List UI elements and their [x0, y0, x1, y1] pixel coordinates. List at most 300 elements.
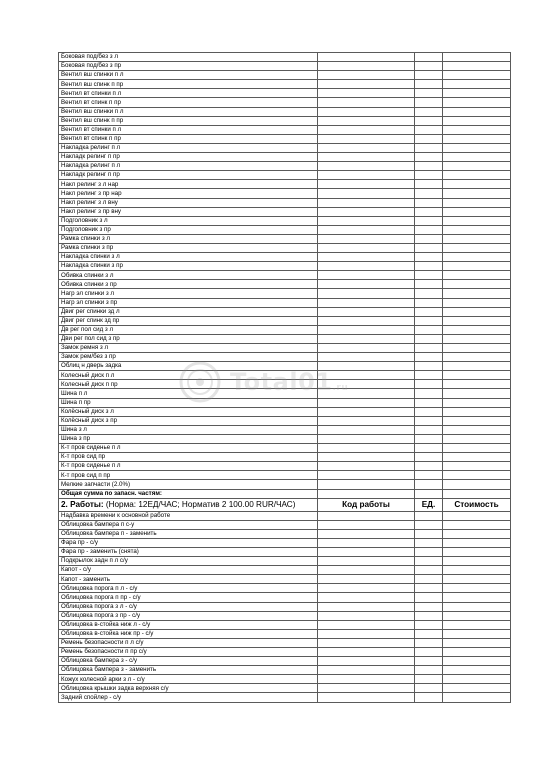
- parts-row: [59, 234, 511, 243]
- parts-row: [59, 280, 511, 289]
- works-name-cell: Задний спойлер - с/у: [59, 693, 318, 702]
- works-cost-cell: [443, 529, 511, 538]
- parts-name-cell: Нагр эл спинки з пр: [59, 298, 318, 307]
- parts-row: [59, 416, 511, 425]
- parts-unit-cell: [415, 389, 443, 398]
- parts-code-cell: [318, 480, 415, 489]
- parts-unit-cell: [415, 180, 443, 189]
- parts-name-cell: Колёсный диск з пр: [59, 416, 318, 425]
- parts-cost-cell: [443, 107, 511, 116]
- parts-code-cell: [318, 407, 415, 416]
- parts-row: [59, 171, 511, 180]
- parts-name-cell: Обивка спинки з пр: [59, 280, 318, 289]
- works-row: [59, 566, 511, 575]
- parts-name-cell: Накл релинг з л нар: [59, 180, 318, 189]
- parts-code-cell: [318, 80, 415, 89]
- works-name-cell: Облицовка бампера з - с/у: [59, 657, 318, 666]
- works-cost-cell: [443, 620, 511, 629]
- parts-name-cell: Мелкие запчасти (2.0%): [59, 480, 318, 489]
- works-code-cell: [318, 620, 415, 629]
- parts-unit-cell: [415, 262, 443, 271]
- parts-unit-cell: [415, 380, 443, 389]
- parts-name-cell: Вентил вт спинк п пр: [59, 98, 318, 107]
- works-code-cell: [318, 629, 415, 638]
- works-name-cell: Облицовка порога п пр - с/у: [59, 593, 318, 602]
- parts-name-cell: К-т пров сиденье п л: [59, 462, 318, 471]
- works-code-cell: [318, 602, 415, 611]
- parts-cost-cell: [443, 198, 511, 207]
- works-cost-cell: [443, 575, 511, 584]
- parts-row: [59, 344, 511, 353]
- parts-unit-cell: [415, 307, 443, 316]
- works-cost-cell: [443, 566, 511, 575]
- parts-row: [59, 116, 511, 125]
- works-code-cell: [318, 611, 415, 620]
- parts-unit-cell: [415, 71, 443, 80]
- works-cost-cell: [443, 520, 511, 529]
- works-cost-cell: [443, 511, 511, 520]
- works-row: [59, 684, 511, 693]
- works-code-cell: [318, 675, 415, 684]
- parts-code-cell: [318, 289, 415, 298]
- parts-cost-cell: [443, 371, 511, 380]
- parts-row: [59, 243, 511, 252]
- parts-row: [59, 325, 511, 334]
- parts-code-cell: [318, 216, 415, 225]
- parts-total-cost-cell: [443, 489, 511, 498]
- parts-code-cell: [318, 316, 415, 325]
- parts-code-cell: [318, 298, 415, 307]
- parts-row: [59, 298, 511, 307]
- parts-name-cell: Шина з пр: [59, 434, 318, 443]
- works-row: [59, 620, 511, 629]
- parts-unit-cell: [415, 453, 443, 462]
- parts-name-cell: Подголовник з л: [59, 216, 318, 225]
- works-unit-cell: [415, 611, 443, 620]
- works-name-cell: Облицовка порога з л - с/у: [59, 602, 318, 611]
- parts-code-cell: [318, 171, 415, 180]
- parts-name-cell: Вентил вт спинки п л: [59, 89, 318, 98]
- parts-cost-cell: [443, 334, 511, 343]
- works-row: [59, 575, 511, 584]
- parts-cost-cell: [443, 143, 511, 152]
- works-cost-cell: [443, 593, 511, 602]
- parts-name-cell: Накладка спинки з пр: [59, 262, 318, 271]
- parts-code-cell: [318, 280, 415, 289]
- parts-name-cell: Облиц н дверь задка: [59, 362, 318, 371]
- works-name-cell: Облицовка бампера п - заменить: [59, 529, 318, 538]
- works-unit-cell: [415, 575, 443, 584]
- parts-cost-cell: [443, 153, 511, 162]
- parts-unit-cell: [415, 398, 443, 407]
- parts-code-cell: [318, 271, 415, 280]
- parts-code-cell: [318, 353, 415, 362]
- parts-cost-cell: [443, 398, 511, 407]
- works-row: [59, 638, 511, 647]
- parts-code-cell: [318, 262, 415, 271]
- parts-unit-cell: [415, 125, 443, 134]
- parts-unit-cell: [415, 353, 443, 362]
- parts-name-cell: Обивка спинки з л: [59, 271, 318, 280]
- parts-name-cell: Шина з л: [59, 425, 318, 434]
- works-name-cell: Подкрылок задн п л с/у: [59, 557, 318, 566]
- parts-cost-cell: [443, 434, 511, 443]
- works-cost-cell: [443, 648, 511, 657]
- parts-code-cell: [318, 453, 415, 462]
- parts-name-cell: Колесный диск п пр: [59, 380, 318, 389]
- parts-row: [59, 480, 511, 489]
- parts-name-cell: Вентил вш спинк п пр: [59, 80, 318, 89]
- parts-row: [59, 380, 511, 389]
- parts-cost-cell: [443, 271, 511, 280]
- parts-name-cell: Накладк релинг п пр: [59, 153, 318, 162]
- parts-row: [59, 307, 511, 316]
- parts-code-cell: [318, 62, 415, 71]
- works-code-cell: [318, 666, 415, 675]
- parts-cost-cell: [443, 407, 511, 416]
- parts-cost-cell: [443, 425, 511, 434]
- parts-name-cell: Замок рем/без з пр: [59, 353, 318, 362]
- parts-unit-cell: [415, 62, 443, 71]
- parts-name-cell: Нагр эл спинки з л: [59, 289, 318, 298]
- parts-name-cell: Накладка спинки з л: [59, 253, 318, 262]
- parts-row: [59, 153, 511, 162]
- parts-code-cell: [318, 362, 415, 371]
- parts-code-cell: [318, 89, 415, 98]
- parts-unit-cell: [415, 298, 443, 307]
- parts-total-code-cell: [318, 489, 415, 498]
- works-unit-cell: [415, 547, 443, 556]
- parts-row: [59, 134, 511, 143]
- parts-row: [59, 434, 511, 443]
- works-header-row: [59, 498, 511, 511]
- parts-row: [59, 180, 511, 189]
- parts-name-cell: Вентил вт спинки п л: [59, 125, 318, 134]
- parts-code-cell: [318, 207, 415, 216]
- parts-cost-cell: [443, 262, 511, 271]
- works-name-cell: Облицовка в-стойка ниж л - с/у: [59, 620, 318, 629]
- parts-unit-cell: [415, 444, 443, 453]
- works-code-cell: [318, 648, 415, 657]
- parts-total-unit-cell: [415, 489, 443, 498]
- works-row: [59, 520, 511, 529]
- parts-row: [59, 289, 511, 298]
- parts-unit-cell: [415, 289, 443, 298]
- parts-code-cell: [318, 143, 415, 152]
- works-unit-cell: [415, 648, 443, 657]
- parts-name-cell: Накладка релинг п л: [59, 143, 318, 152]
- works-name-cell: Фара пр - с/у: [59, 538, 318, 547]
- parts-cost-cell: [443, 444, 511, 453]
- parts-row: [59, 189, 511, 198]
- parts-cost-cell: [443, 134, 511, 143]
- parts-code-cell: [318, 434, 415, 443]
- parts-name-cell: Подголовник з пр: [59, 225, 318, 234]
- parts-code-cell: [318, 334, 415, 343]
- works-unit-cell: [415, 593, 443, 602]
- works-code-cell: [318, 538, 415, 547]
- parts-row: [59, 444, 511, 453]
- parts-name-cell: Дв рег пол сид з л: [59, 325, 318, 334]
- works-code-cell: [318, 693, 415, 702]
- parts-code-cell: [318, 189, 415, 198]
- parts-unit-cell: [415, 53, 443, 62]
- parts-row: [59, 89, 511, 98]
- parts-unit-cell: [415, 198, 443, 207]
- works-unit-cell: [415, 675, 443, 684]
- parts-total-label: Общая сумма по запасн. частям:: [59, 489, 318, 498]
- works-code-cell: [318, 593, 415, 602]
- parts-cost-cell: [443, 307, 511, 316]
- parts-unit-cell: [415, 425, 443, 434]
- parts-cost-cell: [443, 53, 511, 62]
- works-cost-cell: [443, 584, 511, 593]
- parts-unit-cell: [415, 243, 443, 252]
- parts-cost-cell: [443, 80, 511, 89]
- parts-row: [59, 225, 511, 234]
- parts-cost-cell: [443, 325, 511, 334]
- works-cost-cell: [443, 684, 511, 693]
- works-name-cell: Облицовка бампера п с-у: [59, 520, 318, 529]
- parts-code-cell: [318, 380, 415, 389]
- parts-name-cell: Шина п л: [59, 389, 318, 398]
- parts-unit-cell: [415, 253, 443, 262]
- parts-code-cell: [318, 344, 415, 353]
- works-row: [59, 593, 511, 602]
- parts-row: [59, 334, 511, 343]
- parts-unit-cell: [415, 225, 443, 234]
- parts-total-row: [59, 489, 511, 498]
- parts-unit-cell: [415, 362, 443, 371]
- parts-code-cell: [318, 371, 415, 380]
- parts-cost-cell: [443, 289, 511, 298]
- works-name-cell: Облицовка в-стойка ниж пр - с/у: [59, 629, 318, 638]
- code-column-header: Код работы: [318, 498, 415, 511]
- works-code-cell: [318, 520, 415, 529]
- parts-row: [59, 453, 511, 462]
- estimate-table: [58, 52, 511, 703]
- parts-unit-cell: [415, 407, 443, 416]
- parts-row: [59, 407, 511, 416]
- parts-cost-cell: [443, 125, 511, 134]
- parts-cost-cell: [443, 243, 511, 252]
- parts-name-cell: Вентил вт спинк п пр: [59, 134, 318, 143]
- estimate-table-body: [59, 53, 511, 703]
- works-cost-cell: [443, 629, 511, 638]
- parts-cost-cell: [443, 462, 511, 471]
- works-unit-cell: [415, 566, 443, 575]
- parts-row: [59, 316, 511, 325]
- works-code-cell: [318, 511, 415, 520]
- parts-cost-cell: [443, 98, 511, 107]
- watermark-text: Total01.ru: [230, 368, 349, 396]
- parts-cost-cell: [443, 480, 511, 489]
- works-unit-cell: [415, 520, 443, 529]
- parts-name-cell: Колесный диск п л: [59, 371, 318, 380]
- parts-cost-cell: [443, 471, 511, 480]
- works-row: [59, 629, 511, 638]
- parts-name-cell: Вентил вш спинки п л: [59, 107, 318, 116]
- works-code-cell: [318, 547, 415, 556]
- parts-name-cell: Дви рег пол сид з пр: [59, 334, 318, 343]
- parts-row: [59, 216, 511, 225]
- parts-row: [59, 471, 511, 480]
- parts-name-cell: Накл релинг з пр нар: [59, 189, 318, 198]
- parts-code-cell: [318, 116, 415, 125]
- parts-name-cell: Шина п пр: [59, 398, 318, 407]
- parts-name-cell: Боковая под/без з л: [59, 53, 318, 62]
- parts-code-cell: [318, 71, 415, 80]
- works-code-cell: [318, 684, 415, 693]
- parts-unit-cell: [415, 280, 443, 289]
- parts-name-cell: Накл релинг з л вну: [59, 198, 318, 207]
- parts-unit-cell: [415, 80, 443, 89]
- parts-code-cell: [318, 307, 415, 316]
- parts-code-cell: [318, 243, 415, 252]
- works-name-cell: Капот - с/у: [59, 566, 318, 575]
- parts-cost-cell: [443, 416, 511, 425]
- parts-name-cell: Вентил вш спинк п пр: [59, 116, 318, 125]
- parts-row: [59, 253, 511, 262]
- works-row: [59, 657, 511, 666]
- parts-unit-cell: [415, 371, 443, 380]
- works-unit-cell: [415, 602, 443, 611]
- parts-row: [59, 143, 511, 152]
- works-title: 2. Работы:: [61, 499, 104, 509]
- parts-unit-cell: [415, 207, 443, 216]
- parts-code-cell: [318, 162, 415, 171]
- parts-name-cell: Замок ремня з л: [59, 344, 318, 353]
- parts-cost-cell: [443, 171, 511, 180]
- parts-cost-cell: [443, 316, 511, 325]
- parts-unit-cell: [415, 107, 443, 116]
- parts-unit-cell: [415, 416, 443, 425]
- parts-name-cell: К-т пров сиденье п л: [59, 444, 318, 453]
- works-cost-cell: [443, 675, 511, 684]
- works-norm: (Норма: 12ЕД/ЧАС; Норматив 2 100.00 RUR/ЧАС): [103, 499, 296, 509]
- parts-name-cell: Боковая под/без з пр: [59, 62, 318, 71]
- parts-row: [59, 125, 511, 134]
- parts-row: [59, 71, 511, 80]
- parts-code-cell: [318, 125, 415, 134]
- works-name-cell: Надбавка времени к основной работе: [59, 511, 318, 520]
- parts-unit-cell: [415, 344, 443, 353]
- works-code-cell: [318, 529, 415, 538]
- parts-cost-cell: [443, 344, 511, 353]
- parts-name-cell: К-т пров сид пр: [59, 453, 318, 462]
- parts-code-cell: [318, 180, 415, 189]
- parts-cost-cell: [443, 353, 511, 362]
- parts-cost-cell: [443, 216, 511, 225]
- works-row: [59, 675, 511, 684]
- works-name-cell: Капот - заменить: [59, 575, 318, 584]
- works-cost-cell: [443, 602, 511, 611]
- parts-row: [59, 271, 511, 280]
- parts-code-cell: [318, 53, 415, 62]
- parts-unit-cell: [415, 316, 443, 325]
- parts-cost-cell: [443, 71, 511, 80]
- works-row: [59, 547, 511, 556]
- parts-row: [59, 371, 511, 380]
- parts-row: [59, 389, 511, 398]
- parts-row: [59, 462, 511, 471]
- parts-cost-cell: [443, 362, 511, 371]
- works-name-cell: Облицовка бампера з - заменить: [59, 666, 318, 675]
- parts-name-cell: Двиг рег спинки зд л: [59, 307, 318, 316]
- parts-unit-cell: [415, 143, 443, 152]
- parts-unit-cell: [415, 153, 443, 162]
- works-row: [59, 529, 511, 538]
- parts-row: [59, 107, 511, 116]
- works-name-cell: Облицовка порога з пр - с/у: [59, 611, 318, 620]
- parts-code-cell: [318, 444, 415, 453]
- parts-unit-cell: [415, 216, 443, 225]
- parts-code-cell: [318, 107, 415, 116]
- works-row: [59, 666, 511, 675]
- works-cost-cell: [443, 538, 511, 547]
- parts-row: [59, 162, 511, 171]
- parts-row: [59, 425, 511, 434]
- parts-cost-cell: [443, 189, 511, 198]
- parts-cost-cell: [443, 225, 511, 234]
- works-row: [59, 557, 511, 566]
- works-row: [59, 693, 511, 702]
- parts-code-cell: [318, 198, 415, 207]
- parts-code-cell: [318, 462, 415, 471]
- parts-code-cell: [318, 325, 415, 334]
- parts-row: [59, 262, 511, 271]
- works-unit-cell: [415, 693, 443, 702]
- works-name-cell: Фара пр - заменить (снята): [59, 547, 318, 556]
- works-unit-cell: [415, 557, 443, 566]
- works-name-cell: Ремень безопасности п л с/у: [59, 638, 318, 647]
- parts-code-cell: [318, 416, 415, 425]
- parts-unit-cell: [415, 134, 443, 143]
- parts-name-cell: Рамка спинки з л: [59, 234, 318, 243]
- parts-name-cell: Накл релинг з пр вну: [59, 207, 318, 216]
- parts-unit-cell: [415, 89, 443, 98]
- works-name-cell: Ремень безопасности п пр с/у: [59, 648, 318, 657]
- works-unit-cell: [415, 529, 443, 538]
- works-code-cell: [318, 657, 415, 666]
- parts-cost-cell: [443, 253, 511, 262]
- works-row: [59, 511, 511, 520]
- parts-cost-cell: [443, 89, 511, 98]
- unit-column-header: ЕД.: [415, 498, 443, 511]
- works-row: [59, 584, 511, 593]
- parts-unit-cell: [415, 162, 443, 171]
- parts-row: [59, 53, 511, 62]
- parts-code-cell: [318, 134, 415, 143]
- works-code-cell: [318, 575, 415, 584]
- parts-code-cell: [318, 153, 415, 162]
- parts-unit-cell: [415, 480, 443, 489]
- parts-cost-cell: [443, 380, 511, 389]
- works-unit-cell: [415, 638, 443, 647]
- parts-cost-cell: [443, 180, 511, 189]
- works-row: [59, 538, 511, 547]
- parts-unit-cell: [415, 334, 443, 343]
- works-code-cell: [318, 638, 415, 647]
- parts-name-cell: Рамка спинки з пр: [59, 243, 318, 252]
- parts-unit-cell: [415, 189, 443, 198]
- works-name-cell: Облицовка порога п л - с/у: [59, 584, 318, 593]
- parts-name-cell: Вентил вш спинки п л: [59, 71, 318, 80]
- works-unit-cell: [415, 684, 443, 693]
- parts-row: [59, 80, 511, 89]
- parts-cost-cell: [443, 207, 511, 216]
- parts-unit-cell: [415, 234, 443, 243]
